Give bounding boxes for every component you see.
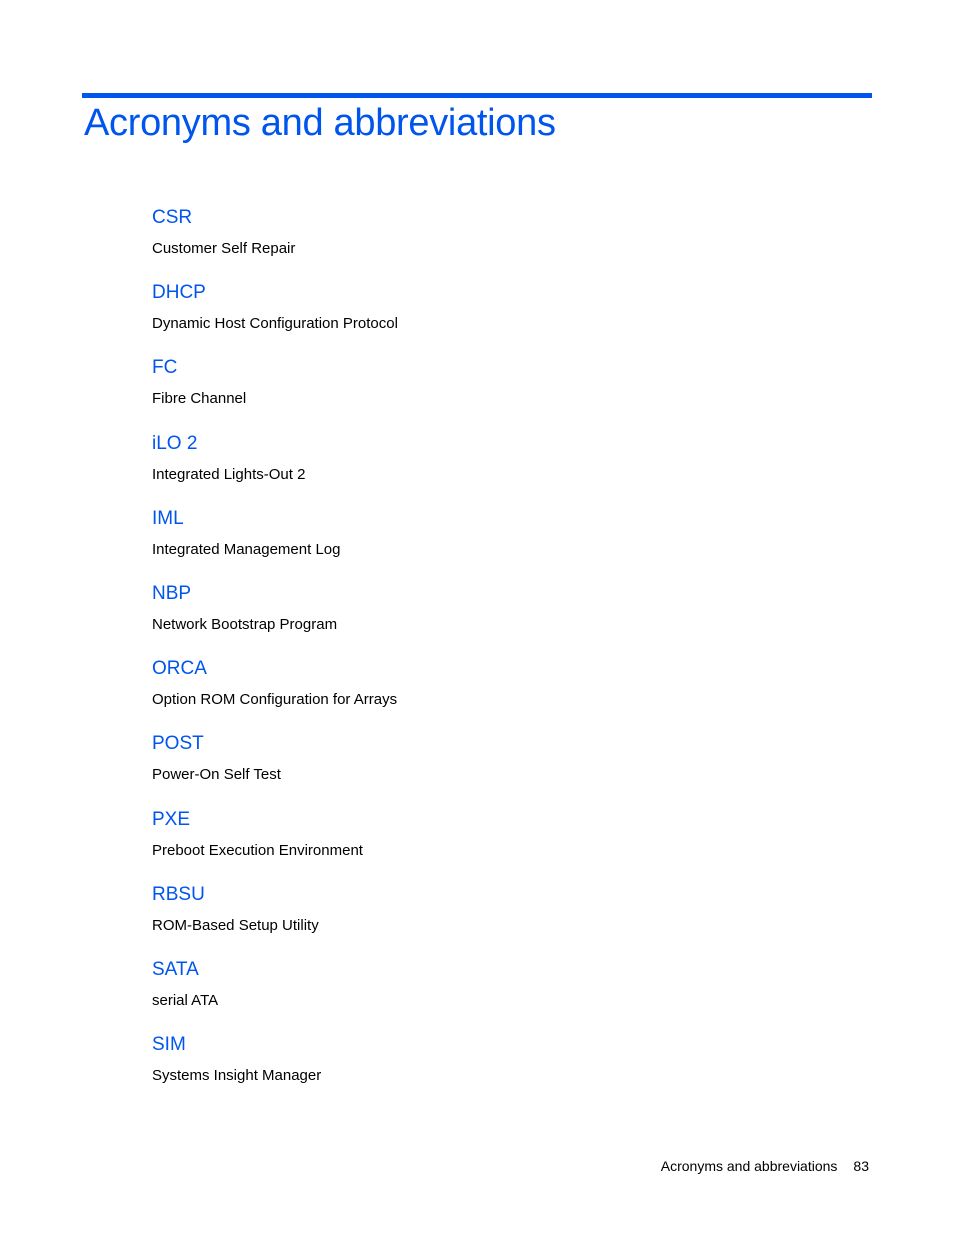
acronym-entry xyxy=(152,656,852,731)
page-title: Acronyms and abbreviations xyxy=(84,102,556,144)
acronym-term: RBSU xyxy=(152,883,205,905)
acronym-term: DHCP xyxy=(152,282,206,304)
footer-section-title: Acronyms and abbreviations xyxy=(660,1158,838,1174)
acronym-term: POST xyxy=(152,733,204,755)
acronym-definition: serial ATA xyxy=(152,991,219,1009)
acronym-definition: Dynamic Host Configuration Protocol xyxy=(152,315,398,333)
acronym-entry xyxy=(152,205,852,280)
acronym-term: ORCA xyxy=(152,658,207,680)
acronym-entry xyxy=(152,882,852,957)
acronym-entry xyxy=(152,355,852,430)
acronym-definition: Fibre Channel xyxy=(152,390,247,408)
acronym-definition: Power-On Self Test xyxy=(152,766,281,784)
acronym-term: iLO 2 xyxy=(152,432,198,454)
acronym-entry xyxy=(152,506,852,581)
acronym-definition: Customer Self Repair xyxy=(152,240,296,257)
acronym-definition: ROM-Based Setup Utility xyxy=(152,916,319,934)
acronym-term: NBP xyxy=(152,582,192,604)
page-number: 83 xyxy=(853,1158,869,1174)
acronym-term: FC xyxy=(152,357,178,379)
acronym-definition: Network Bootstrap Program xyxy=(152,615,338,633)
acronym-definition: Preboot Execution Environment xyxy=(152,841,363,859)
acronym-entry xyxy=(152,731,852,806)
acronym-term: CSR xyxy=(152,207,193,228)
title-rule xyxy=(82,93,872,98)
acronym-definition: Integrated Management Log xyxy=(152,540,341,558)
acronym-term: SATA xyxy=(152,958,199,980)
acronym-entry xyxy=(152,1032,852,1107)
page-footer xyxy=(661,1158,869,1174)
acronym-entry xyxy=(152,581,852,656)
acronym-entry xyxy=(152,807,852,882)
acronym-entry xyxy=(152,957,852,1032)
acronym-term: PXE xyxy=(152,808,191,830)
acronym-list xyxy=(152,205,852,1107)
acronym-entry xyxy=(152,280,852,355)
acronym-entry xyxy=(152,431,852,506)
acronym-definition: Systems Insight Manager xyxy=(152,1067,322,1085)
acronym-term: IML xyxy=(152,507,184,529)
acronym-definition: Option ROM Configuration for Arrays xyxy=(152,691,398,709)
acronym-definition: Integrated Lights-Out 2 xyxy=(152,465,306,483)
acronym-term: SIM xyxy=(152,1034,186,1056)
